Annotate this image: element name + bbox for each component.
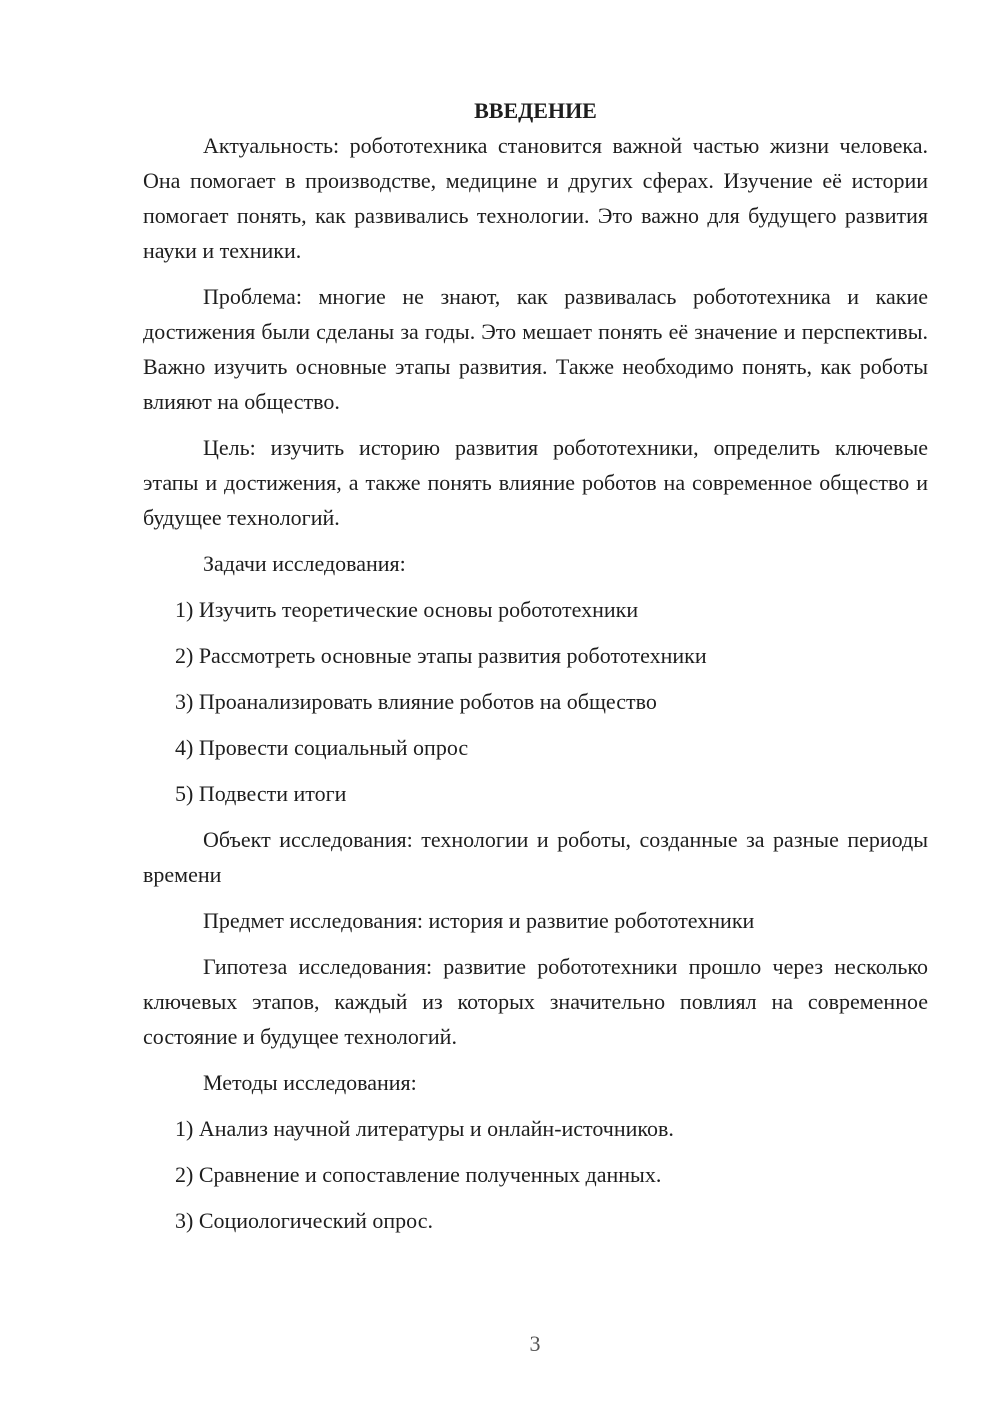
list-item: 1) Изучить теоретические основы робототехники [175, 597, 639, 622]
goal-paragraph: Цель: изучить историю развития робототехники, определить ключевые этапы и достижения, а также понять влияние роботов на современное общество и будущее технологий. [143, 435, 928, 530]
list-item: 3) Проанализировать влияние роботов на общество [175, 689, 657, 714]
hypothesis-paragraph: Гипотеза исследования: развитие робототехники прошло через несколько ключевых этапов, каждый из которых значительно повлиял на современное состояние и будущее технологий. [143, 954, 928, 1049]
page-title: ВВЕДЕНИЕ [474, 98, 597, 123]
relevance-paragraph: Актуальность: робототехника становится важной частью жизни человека. Она помогает в производстве, медицине и других сферах. Изучение её истории помогает понять, как развивались технологии. Это важно для будущего развития науки и техники. [143, 133, 928, 263]
tasks-list [143, 592, 928, 811]
object-paragraph: Объект исследования: технологии и роботы, созданные за разные периоды времени [143, 827, 928, 887]
problem-paragraph: Проблема: многие не знают, как развивалась робототехника и какие достижения были сделаны за годы. Это мешает понять её значение и перспективы. Важно изучить основные этапы развития. Также необходимо понять, как роботы влияют на общество. [143, 284, 928, 414]
page-content [143, 93, 928, 1249]
subject-paragraph: Предмет исследования: история и развитие робототехники [203, 908, 755, 933]
page-number: 3 [529, 1331, 541, 1356]
list-item: 3) Социологический опрос. [175, 1208, 433, 1233]
list-item: 5) Подвести итоги [175, 781, 347, 806]
list-item: 2) Сравнение и сопоставление полученных данных. [175, 1162, 662, 1187]
list-item: 2) Рассмотреть основные этапы развития робототехники [175, 643, 707, 668]
list-item: 4) Провести социальный опрос [175, 735, 469, 760]
list-item: 1) Анализ научной литературы и онлайн-источников. [175, 1116, 674, 1141]
methods-title: Методы исследования: [203, 1070, 417, 1095]
methods-list [143, 1111, 928, 1238]
tasks-title: Задачи исследования: [203, 551, 406, 576]
